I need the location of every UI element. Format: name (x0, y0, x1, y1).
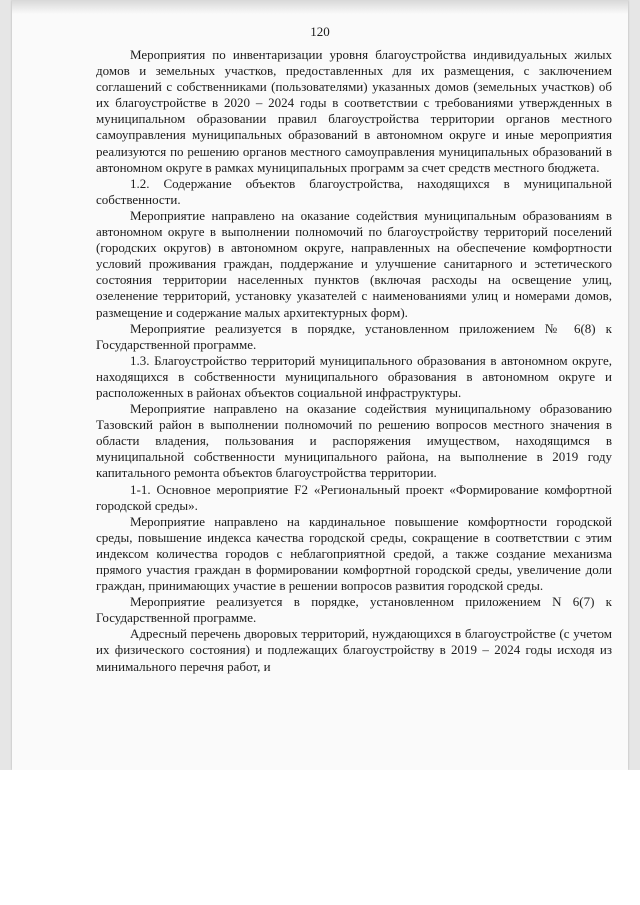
page-number: 120 (310, 24, 330, 39)
document-page (12, 0, 628, 770)
paragraph: Мероприятие направлено на оказание содействия муниципальным образованиям в автономном округе в выполнении полномочий по благоустройству территорий поселений (городских округов) в автономном округе, направленных на обеспечение комфортности условий проживания граждан, поддержание и улучшение санитарного и эстетического состояния территории населенных пунктов (включая расходы на освещение улиц, озеленение территорий, установку указателей с наименованиями улиц и номерами домов, размещение и содержание малых архитектурных форм). (96, 207, 612, 320)
paragraph: Адресный перечень дворовых территорий, нуждающихся в благоустройстве (с учетом их физического состояния) и подлежащих благоустройству в 2019 – 2024 годы исходя из минимального перечня работ, и (96, 626, 612, 674)
background-area (0, 770, 640, 905)
paragraph: 1.3. Благоустройство территорий муниципального образования в автономном округе, находящихся в собственности муниципального образования в автономном округе и расположенных в районах объектов социальной инфраструктуры. (96, 352, 612, 400)
paragraph: Мероприятие направлено на кардинальное повышение комфортности городской среды, повышение индекса качества городской среды, сокращение в соответствии с этим индексом количества городов с неблагоприятной средой, а также создание механизма прямого участия граждан в формировании комфортной городской среды, увеличение доли граждан, принимающих участие в решении вопросов развития городской среды. (96, 513, 612, 594)
paragraph: 1.2. Содержание объектов благоустройства, находящихся в муниципальной собственности. (96, 175, 612, 207)
paragraph: Мероприятие реализуется в порядке, установленном приложением № 6(8) к Государственной программе. (96, 320, 612, 352)
paragraph: 1-1. Основное мероприятие F2 «Региональный проект «Формирование комфортной городской среды». (96, 481, 612, 513)
paragraph: Мероприятия по инвентаризации уровня благоустройства индивидуальных жилых домов и земельных участков, предоставленных для их размещения, с заключением соглашений с собственниками (пользователями) указанных домов (земельных участков) об их благоустройстве в 2020 – 2024 годы в соответствии с требованиями утвержденных в муниципальном образовании правил благоустройства территории органов местного самоуправления муниципальных образований в автономном округе и иные мероприятия реализуются по решению органов местного самоуправления муниципальных образований в автономном округе в рамках муниципальных программ за счет средств местного бюджета. (96, 47, 612, 175)
document-body (96, 47, 612, 675)
paragraph: Мероприятие направлено на оказание содействия муниципальному образованию Тазовский район в выполнении полномочий по решению вопросов местного значения в области владения, пользования и распоряжения имуществом, находящимся в муниципальной собственности муниципального района, на выполнение в 2019 году капитального ремонта объектов благоустройства территории. (96, 401, 612, 481)
paragraph: Мероприятие реализуется в порядке, установленном приложением N 6(7) к Государственной программе. (96, 594, 612, 626)
scan-edge (12, 0, 628, 14)
